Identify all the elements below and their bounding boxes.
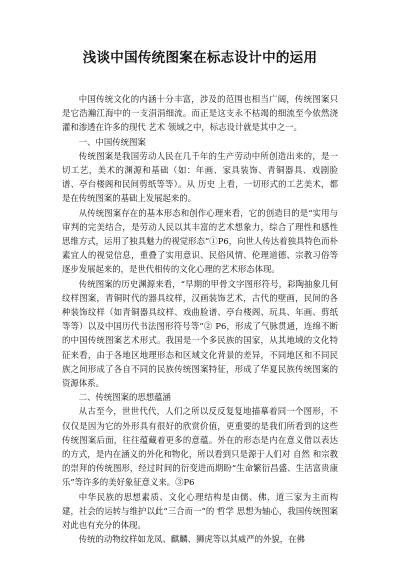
document-title: 浅谈中国传统图案在标志设计中的运用	[82, 50, 318, 66]
paragraph: 传统图案的历史渊源来看，“早期的甲骨文字图形符号，彩陶抽象几何纹样图案，青铜时代的器具纹样，汉画装饰艺术，古代的壁画，民间的各种装饰纹样（如青铜器具纹样、戏曲脸谱、亭台楼阁、玩具、年画、剪纸等等）以及中国历代书法图形符号等”② P6，形成了气脉贯通，连绵不断的中国传统图案艺术形式。我国是一个多民族的国家，从其地域的文化特征来看，由于各地区地理形态和区域文化背景的差异，不同地区和不同民族之间形成了各自不同的民族传统图案特征，形成了华夏民族传统图案的资源体系。	[62, 278, 338, 389]
section-heading-2: 二、传统图案的思想蕴涵	[78, 392, 171, 403]
paragraph: 中华民族的思想素质、文化心理结构是由儒、佛、道三家为主而构建，社会的运转与维护以此“三合而一”的 哲学 思想为轴心，我国传统图案对此也有充分的体现。	[62, 491, 338, 531]
section-heading-1: 一、中国传统图案	[78, 136, 146, 147]
paragraph: 传统图案是我国劳动人民在几千年的生产劳动中所创造出来的，是一切工艺，美术的渊源和基础（如：年画、家具装饰、青铜器具、戏剧脸谱、亭台楼阁和民间剪纸等等）。从 历史 上看，一切形式的工艺美术，都是在传统图案的基础上发展起来的。	[62, 150, 338, 204]
document-body	[62, 92, 338, 547]
paragraph: 从传统图案存在的基本形态和创作心理来看，它的创造目的是“实用与审判的完美结合，是劳动人民以其丰富的艺术想象力，综合了理性和感性思维方式，运用了独具魅力的视觉形态”①P6，向世人传达着独具特色而朴素宜人的视觉信息，重叠了实用意识、民俗风情、伦理道德、宗教习俗等逐步发展起来的，是世代相传的文化心理的艺术形态体现。	[62, 207, 338, 275]
paragraph: 传统的动物纹样如龙凤、麒麟、狮虎等以其威严的外貌，在佛	[78, 534, 305, 545]
paragraph-intro: 中国传统文化的内涵十分丰富，涉及的范围也相当广阔，传统图案只是它浩瀚江海中的一支涓涓细流。而正是这支永不枯竭的细流至今依然浇灌和渗透在许多的现代 艺术 领域之中，标志设计就是其中之一。	[62, 94, 338, 133]
paragraph: 从古至今，世世代代，人们之所以反反复复地描摹着同一个图形，不仅仅是因为它的外形具有很好的欣赏价值，更重要的是我们所看到的这些传统图案后面，往往蕴藏着更多的意蕴。外在的形态是内在意义借以表达的方式，是内在涵义的外化和物化，所以看到只是源于人们对 自然 和宗教的崇拜的传统图形，经过时间的衍变进而期盼“生命繁衍昌盛、生活富贵康乐”等许多的美好象征意义来。③P6	[62, 406, 338, 488]
